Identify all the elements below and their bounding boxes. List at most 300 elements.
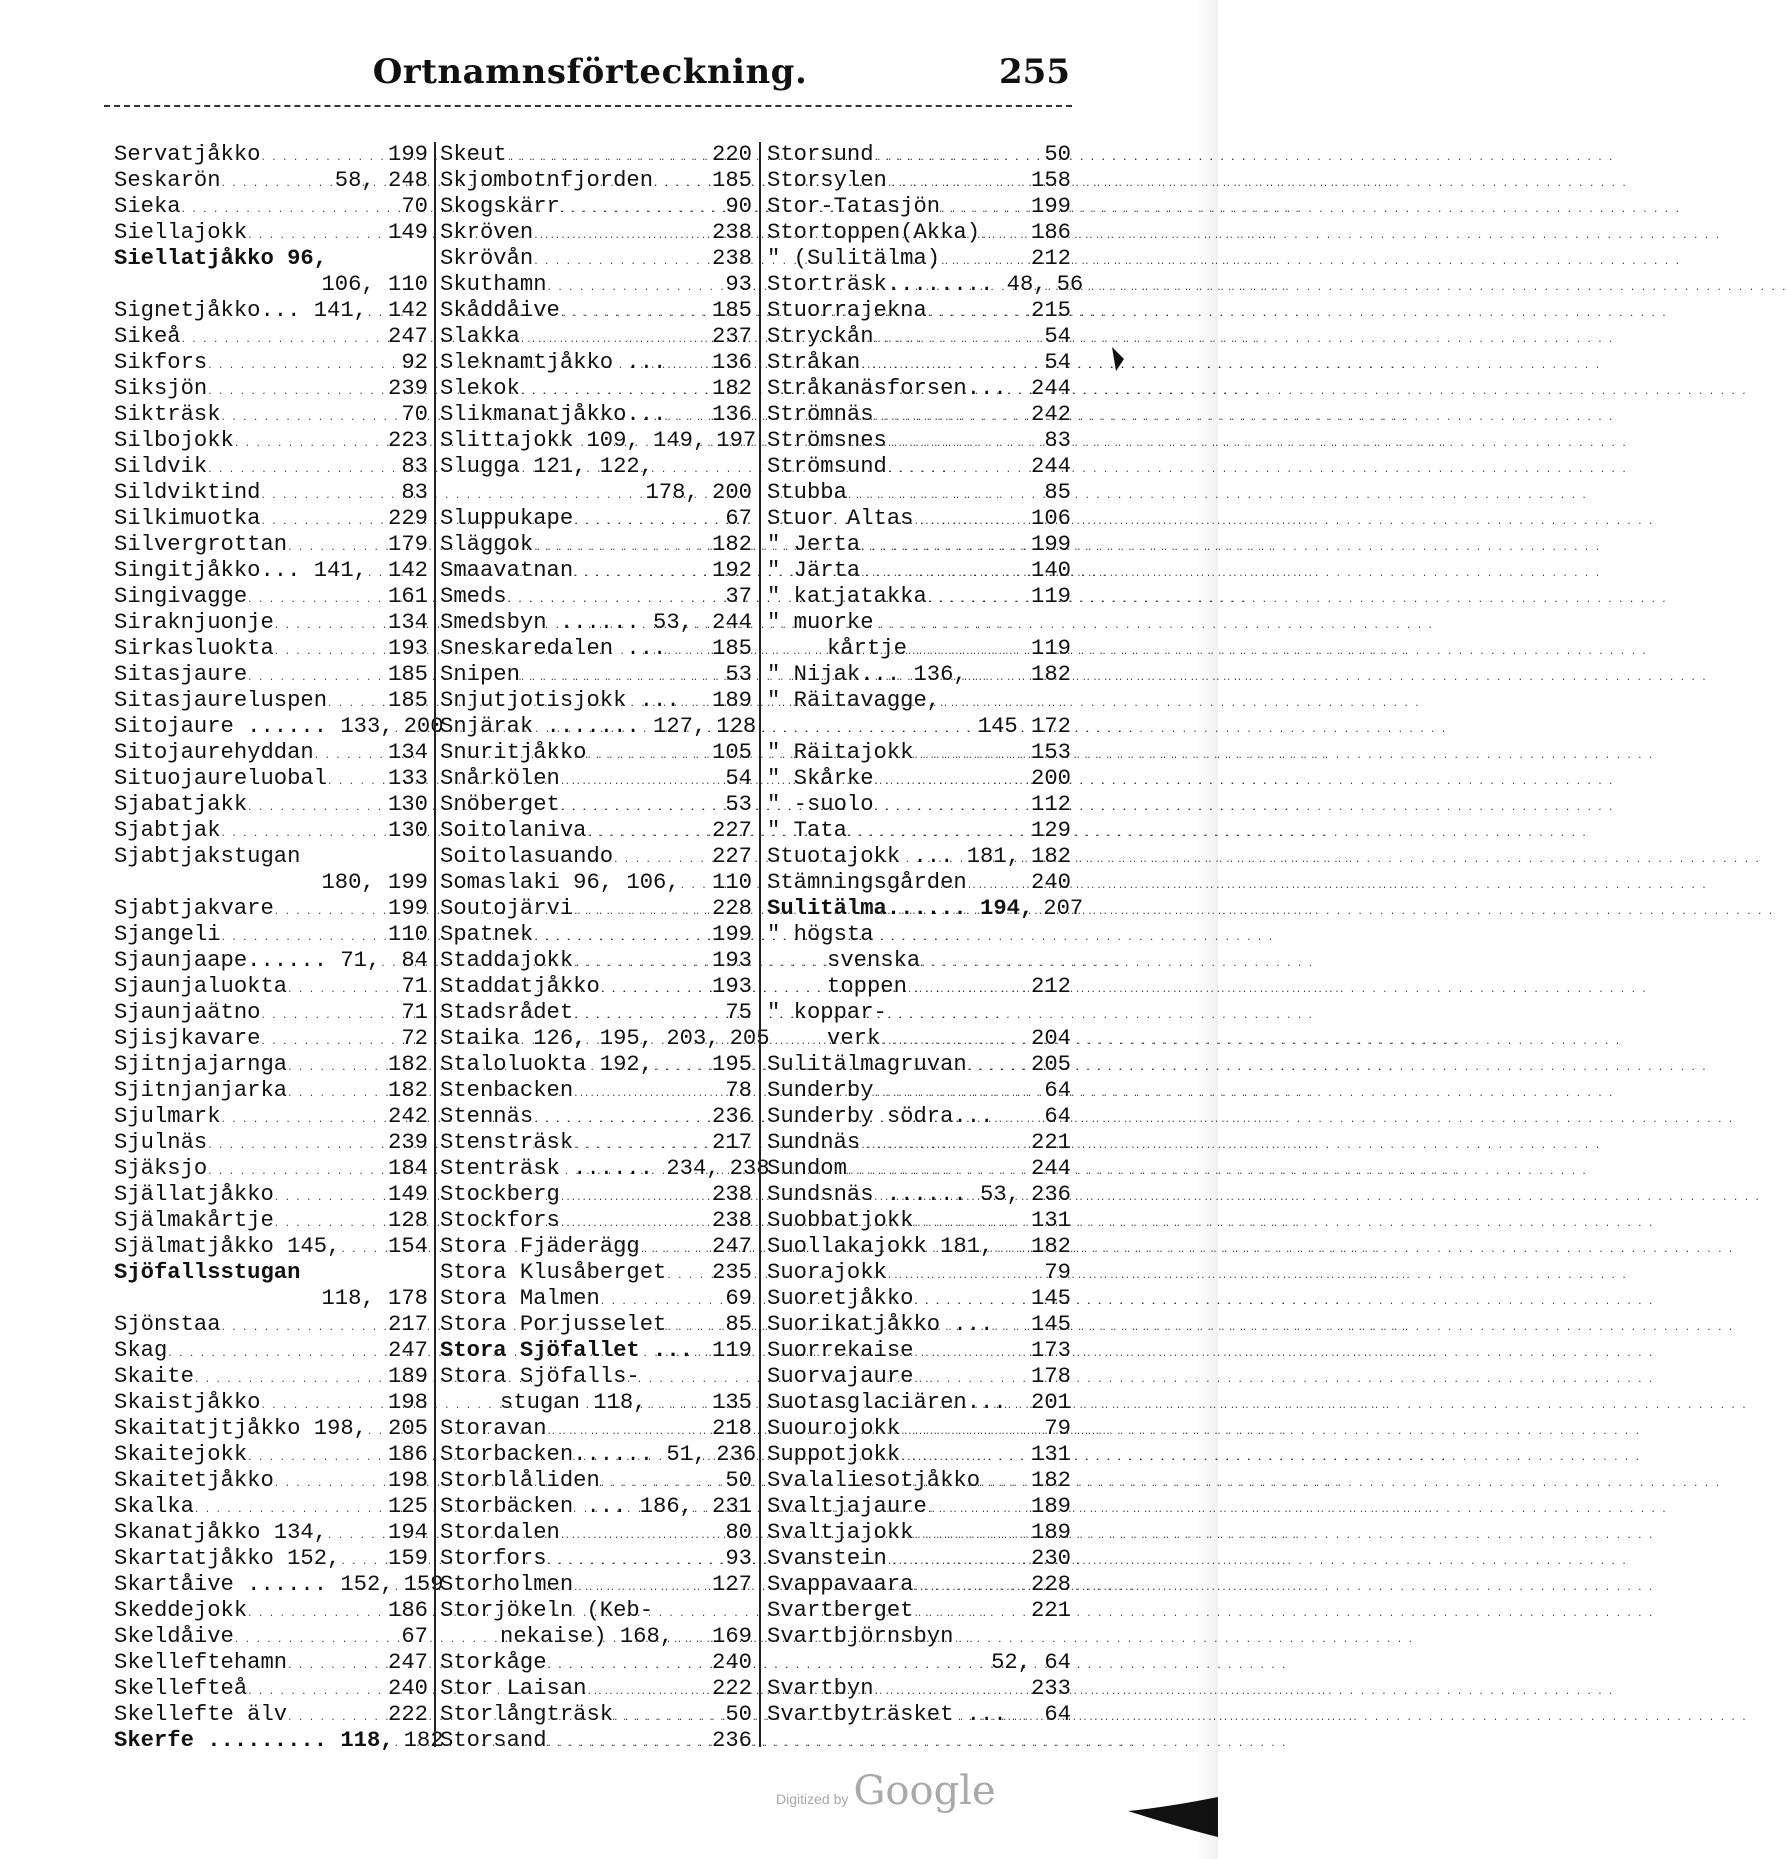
index-entry (767, 1702, 1071, 1728)
leader-dots (287, 974, 397, 1003)
entry-name: Soitolasuando (440, 844, 614, 869)
entry-pages: 145 (1031, 1286, 1071, 1311)
entry-name: Sjäksjo (114, 1156, 208, 1181)
entry-pages: 185 (712, 636, 752, 661)
entry-name: " Räitavagge, (767, 688, 941, 713)
index-entry (440, 1442, 757, 1468)
index-entry (440, 220, 752, 246)
leader-dots (913, 740, 1027, 769)
leader-dots (913, 506, 1027, 535)
index-entry (767, 1390, 1071, 1416)
entry-pages: 110 (388, 922, 428, 947)
index-entry (114, 1598, 428, 1624)
entry-pages: 237 (712, 324, 752, 349)
entry-name: " muorke (767, 610, 874, 635)
index-entry (114, 1416, 428, 1442)
entry-name: Skanatjåkko 134, (114, 1520, 328, 1545)
index-entry (440, 766, 752, 792)
leader-dots (613, 844, 708, 873)
entry-name: Skerfe ......... 118, (114, 1728, 394, 1753)
entry-pages: 186 (1031, 220, 1071, 245)
entry-name: Själmatjåkko 145, (114, 1234, 341, 1259)
leader-dots (367, 298, 384, 327)
entry-name: Sjönstaa (114, 1312, 221, 1337)
index-entry (767, 636, 1071, 662)
leader-dots (573, 1572, 708, 1601)
entry-name: svenska (827, 948, 921, 973)
leader-dots (560, 1182, 708, 1211)
entry-name: Sundom (767, 1156, 847, 1181)
entry-name: Suoretjåkko (767, 1286, 914, 1311)
leader-dots (913, 1364, 1027, 1393)
page-edge-shading (1196, 0, 1218, 1859)
entry-name: Stuotajokk ... 181, (767, 844, 1020, 869)
entry-name: Storholmen (440, 1572, 574, 1597)
entry-pages: 118, 178 (321, 1286, 428, 1311)
leader-dots (640, 1234, 708, 1263)
entry-pages: 64 (1044, 1702, 1071, 1727)
index-entry (767, 1546, 1071, 1572)
index-entry (767, 1650, 1071, 1676)
leader-dots (967, 1052, 1027, 1081)
index-entry (114, 324, 428, 350)
index-entry (767, 1598, 1071, 1624)
leader-dots (847, 818, 1027, 847)
entry-pages: 149 (388, 220, 428, 245)
leader-dots (221, 402, 398, 431)
entry-name: Sjabtjakstugan (114, 844, 301, 869)
leader-dots (547, 1728, 709, 1757)
leader-dots (887, 168, 1027, 197)
entry-pages: 239 (388, 376, 428, 401)
entry-pages: 71 (401, 974, 428, 999)
entry-pages: 85 (725, 1312, 752, 1337)
index-entry (114, 168, 428, 194)
index-entry (114, 662, 428, 688)
index-entry (114, 1104, 428, 1130)
index-entry (114, 1520, 428, 1546)
entry-pages: 71 (401, 1000, 428, 1025)
entry-pages: 127 (712, 1572, 752, 1597)
entry-name: Skartåive ...... 152, (114, 1572, 394, 1597)
entry-name: Sjulmark (114, 1104, 221, 1129)
leader-dots (507, 584, 722, 613)
index-entry (440, 974, 752, 1000)
entry-pages: 238 (712, 1182, 752, 1207)
entry-pages: 92 (401, 350, 428, 375)
entry-pages: 182 (712, 376, 752, 401)
index-entry (114, 584, 428, 610)
entry-pages: 236 (712, 1728, 752, 1753)
entry-name: Skeldåive (114, 1624, 234, 1649)
leader-dots (287, 1650, 384, 1679)
entry-name: Stora Malmen (440, 1286, 600, 1311)
index-entry (767, 1182, 1071, 1208)
entry-name: Stenträsk ...... 234, (440, 1156, 720, 1181)
leader-dots (874, 142, 1041, 171)
entry-pages: 247 (388, 1338, 428, 1363)
entry-pages: 145 172 (977, 714, 1071, 739)
entry-name: Snjutjotisjokk ... (440, 688, 680, 713)
entry-name: " Skårke (767, 766, 874, 791)
index-entry (440, 1078, 752, 1104)
entry-pages: 80 (725, 1520, 752, 1545)
index-entry (114, 428, 428, 454)
entry-pages: 142 (388, 558, 428, 583)
entry-name: Sildvik (114, 454, 208, 479)
leader-dots (913, 1208, 1027, 1237)
index-entry (440, 948, 752, 974)
entry-pages: 178 (1031, 1364, 1071, 1389)
index-entry (114, 1182, 428, 1208)
entry-pages: 247 (388, 1650, 428, 1675)
leader-dots (247, 1676, 384, 1705)
entry-pages: 131 (1031, 1208, 1071, 1233)
leader-dots (221, 818, 385, 847)
index-entry (767, 1364, 1071, 1390)
entry-pages: 37 (725, 584, 752, 609)
entry-pages: 136 (712, 402, 752, 427)
entry-pages: 182 (1031, 662, 1071, 687)
index-entry (114, 1728, 444, 1754)
leader-dots (680, 688, 708, 717)
entry-name: Sjangeli (114, 922, 221, 947)
entry-pages: 136 (712, 350, 752, 375)
entry-name: Silbojokk (114, 428, 234, 453)
entry-pages: 199 (388, 142, 428, 167)
leader-dots (993, 1234, 1027, 1263)
margin-mark-icon (1112, 345, 1126, 373)
entry-name: Sitojaure ...... 133, (114, 714, 394, 739)
entry-name: Sildviktind (114, 480, 261, 505)
index-entry (440, 662, 752, 688)
entry-pages: 64 (1044, 1104, 1071, 1129)
entry-name: Silkimuotka (114, 506, 261, 531)
index-entry (114, 1364, 428, 1390)
entry-name: Suotasglaciären... (767, 1390, 1007, 1415)
entry-name: Storsand (440, 1728, 547, 1753)
index-entry (440, 844, 752, 870)
entry-pages: 67 (401, 1624, 428, 1649)
leader-dots (287, 532, 384, 561)
entry-pages: 69 (725, 1286, 752, 1311)
leader-dots (646, 1390, 708, 1419)
entry-name: kårtje (827, 636, 907, 661)
entry-pages: 218 (712, 1416, 752, 1441)
entry-name: " -suolo (767, 792, 874, 817)
entry-pages: 149 (388, 1182, 428, 1207)
entry-pages: 78 (725, 1078, 752, 1103)
entry-name: Skeut (440, 142, 507, 167)
entry-pages: 84 (401, 948, 428, 973)
index-entry (767, 272, 1084, 298)
index-entry (767, 1494, 1071, 1520)
leader-dots (207, 1130, 384, 1159)
index-entry (440, 1052, 752, 1078)
index-entry (114, 298, 428, 324)
entry-name: Slekok (440, 376, 520, 401)
entry-pages: 182 (1031, 844, 1071, 869)
entry-name: Storkåge (440, 1650, 547, 1675)
index-entry (440, 688, 752, 714)
index-entry (114, 1702, 428, 1728)
leader-dots (847, 480, 1040, 509)
entry-name: Sitasjaureluspen (114, 688, 328, 713)
index-entry (767, 844, 1071, 870)
leader-dots (221, 922, 385, 951)
entry-pages: 142 (388, 298, 428, 323)
index-entry (440, 1468, 752, 1494)
leader-dots (913, 1286, 1027, 1315)
entry-pages: 239 (388, 1130, 428, 1155)
leader-dots (274, 1468, 384, 1497)
leader-dots (520, 324, 708, 353)
leader-dots (260, 142, 384, 171)
leader-dots (221, 1312, 385, 1341)
leader-dots (693, 610, 708, 639)
leader-dots (194, 1364, 384, 1393)
entry-pages: 244 (712, 610, 752, 635)
entry-pages: 207 (1043, 896, 1084, 921)
entry-name: Sjaunjaluokta (114, 974, 288, 999)
entry-name: Skaistjåkko (114, 1390, 261, 1415)
entry-name: Sikeå (114, 324, 181, 349)
index-entry (114, 636, 428, 662)
entry-name: Sulitälmagruvan (767, 1052, 967, 1077)
index-entry (114, 1442, 428, 1468)
entry-pages: 106 (1031, 506, 1071, 531)
entry-pages: 173 (1031, 1338, 1071, 1363)
leader-dots (666, 1260, 708, 1289)
index-entry (767, 1416, 1071, 1442)
leader-dots (314, 740, 384, 769)
entry-name: Stryckån (767, 324, 874, 349)
index-entry (440, 1650, 752, 1676)
entry-pages: 217 (388, 1312, 428, 1337)
entry-name: Svaltjajaure (767, 1494, 927, 1519)
entry-name: Svartbjörnsbyn (767, 1624, 954, 1649)
leader-dots (1007, 376, 1027, 405)
entry-pages: 182 (403, 1728, 444, 1753)
leader-dots (181, 324, 384, 353)
index-entry (767, 220, 1071, 246)
entry-pages: 189 (1031, 1520, 1071, 1545)
leader-dots (274, 1182, 384, 1211)
entry-name: Stuorrajekna (767, 298, 927, 323)
leader-dots (907, 636, 1027, 665)
entry-pages: 50 (725, 1468, 752, 1493)
entry-name: Siksjön (114, 376, 208, 401)
entry-pages: 75 (725, 1000, 752, 1025)
entry-name: Svalaliesotjåkko (767, 1468, 981, 1493)
index-entry (440, 714, 757, 740)
leader-dots (247, 662, 384, 691)
entry-pages: 238 (729, 1156, 770, 1181)
index-entry (114, 948, 428, 974)
leader-dots (874, 1078, 1041, 1107)
entry-pages: 205 (388, 1416, 428, 1441)
entry-pages: 247 (712, 1234, 752, 1259)
leader-dots (980, 220, 1027, 249)
index-entry (767, 610, 1071, 636)
index-entry (440, 506, 752, 532)
leader-dots (874, 766, 1028, 795)
index-entry (440, 818, 752, 844)
entry-name: Sjaunjaape...... 71, (114, 948, 381, 973)
index-entry (440, 1676, 752, 1702)
index-entry (114, 1650, 428, 1676)
entry-name: Stortoppen(Akka) (767, 220, 981, 245)
leader-dots (247, 792, 384, 821)
leader-dots (913, 1572, 1027, 1601)
entry-pages: 189 (388, 1364, 428, 1389)
entry-pages: 182 (388, 1052, 428, 1077)
index-entry (114, 896, 428, 922)
entry-pages: 247 (388, 324, 428, 349)
index-entry (114, 1546, 428, 1572)
entry-name: Sunderby (767, 1078, 874, 1103)
leader-dots (573, 506, 721, 535)
leader-dots (907, 974, 1027, 1003)
entry-pages: 180, 199 (321, 870, 428, 895)
entry-name: Smedsbyn ...... 53, (440, 610, 693, 635)
leader-dots (547, 1650, 709, 1679)
entry-name: Sunderby södra... (767, 1104, 994, 1129)
entry-pages: 79 (1044, 1260, 1071, 1285)
entry-name: Strömsund (767, 454, 887, 479)
entry-pages: 192 (712, 558, 752, 583)
leader-dots (613, 1702, 721, 1731)
index-entry (767, 350, 1071, 376)
leader-dots (287, 1078, 384, 1107)
leader-dots (573, 1078, 721, 1107)
entry-name: Sjaunjaätno (114, 1000, 261, 1025)
entry-name: " katjatakka (767, 584, 927, 609)
index-entry (440, 194, 752, 220)
entry-pages: 128 (388, 1208, 428, 1233)
leader-dots (260, 506, 384, 535)
entry-name: Sjabtjakvare (114, 896, 274, 921)
index-entry (767, 688, 1071, 714)
index-entry (440, 1000, 752, 1026)
leader-dots (693, 1494, 708, 1523)
index-entry (440, 1572, 752, 1598)
entry-pages: 67 (725, 506, 752, 531)
entry-name: Silvergrottan (114, 532, 288, 557)
leader-dots (207, 376, 384, 405)
leader-dots (860, 532, 1027, 561)
entry-name: Signetjåkko... 141, (114, 298, 367, 323)
entry-name: Soitolaniva (440, 818, 587, 843)
leader-dots (560, 298, 708, 327)
entry-name: Stora Sjöfallet ... (440, 1338, 693, 1363)
leader-dots (600, 1286, 722, 1315)
entry-name: Skröven (440, 220, 534, 245)
entry-name: Sieka (114, 194, 181, 219)
index-entry (440, 584, 752, 610)
index-entry (440, 1546, 752, 1572)
index-entry (440, 1260, 752, 1286)
entry-name: Storavan (440, 1416, 547, 1441)
entry-name: Suppotjokk (767, 1442, 901, 1467)
entry-pages: 50 (1044, 142, 1071, 167)
entry-name: Smaavatnan (440, 558, 574, 583)
index-entry (114, 1572, 444, 1598)
entry-pages: 119 (1031, 584, 1071, 609)
index-entry (114, 376, 428, 402)
entry-name: Sjisjkavare (114, 1026, 261, 1051)
leader-dots (533, 532, 708, 561)
entry-name: Suobbatjokk (767, 1208, 914, 1233)
entry-pages: 185 (712, 298, 752, 323)
entry-pages: 83 (1044, 428, 1071, 453)
entry-name: Stråkanäsforsen... (767, 376, 1007, 401)
leader-dots (247, 220, 384, 249)
leader-dots (167, 1338, 384, 1367)
index-entry (114, 766, 428, 792)
entry-pages: 72 (401, 1026, 428, 1051)
entry-name: " koppar- (767, 1000, 887, 1025)
entry-name: Sitasjaure (114, 662, 248, 687)
index-entry (767, 1052, 1071, 1078)
index-entry (440, 1364, 752, 1390)
entry-pages: 244 (1031, 454, 1071, 479)
entry-pages: 159 (403, 1572, 444, 1597)
entry-name: Skåddåive (440, 298, 560, 323)
leader-dots (547, 1416, 709, 1445)
index-entry (767, 1676, 1071, 1702)
entry-pages: 158 (1031, 168, 1071, 193)
index-entry (114, 246, 428, 272)
entry-name: Skaitetjåkko (114, 1468, 274, 1493)
index-entry (440, 324, 752, 350)
index-entry (114, 1390, 428, 1416)
index-entry (767, 402, 1071, 428)
leader-dots (247, 1598, 384, 1627)
index-entry (114, 1156, 428, 1182)
leader-dots (666, 1312, 721, 1341)
leader-dots (887, 428, 1041, 457)
entry-name: Skogskärr (440, 194, 560, 219)
leader-dots (221, 1104, 385, 1133)
index-entry (114, 506, 428, 532)
entry-pages: 134 (388, 740, 428, 765)
index-entry (114, 1078, 428, 1104)
leader-dots (900, 1416, 1040, 1445)
index-entry (767, 246, 1071, 272)
entry-pages: 223 (388, 428, 428, 453)
index-entry (440, 1416, 752, 1442)
index-entry (114, 1494, 428, 1520)
leader-dots (260, 1000, 397, 1029)
entry-name: Staloluokta 192, (440, 1052, 654, 1077)
leader-dots (573, 948, 708, 977)
entry-name: Sleknamtjåkko ... (440, 350, 667, 375)
leader-dots (967, 662, 1027, 691)
leader-dots (653, 1052, 708, 1081)
entry-name: Stenbacken (440, 1078, 574, 1103)
leader-dots (653, 168, 708, 197)
index-entry (767, 1286, 1071, 1312)
entry-pages: 169 (712, 1624, 752, 1649)
entry-name: Suollakajokk 181, (767, 1234, 994, 1259)
index-entry (114, 1026, 428, 1052)
leader-dots (274, 1208, 384, 1237)
index-entry (114, 1676, 428, 1702)
index-entry (440, 1624, 752, 1650)
entry-name: Sjabtjak (114, 818, 221, 843)
entry-name: Skag (114, 1338, 168, 1363)
